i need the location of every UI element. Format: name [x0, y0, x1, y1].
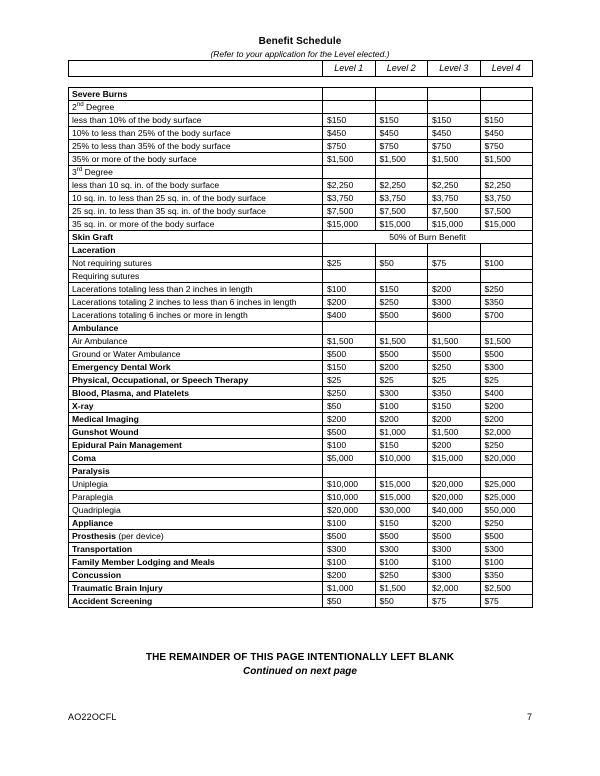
table-row	[69, 335, 533, 348]
benefit-value-level-4: $500	[480, 530, 533, 543]
table-row	[69, 270, 533, 283]
benefit-value-level-2: $500	[375, 530, 428, 543]
ordinal-superscript: nd	[76, 100, 84, 108]
benefit-value-level-1: $100	[323, 283, 376, 296]
benefit-value-level-1: $450	[323, 127, 376, 140]
benefit-value-level-3: $75	[428, 595, 481, 608]
benefit-value-level-3: $150	[428, 400, 481, 413]
benefit-value-level-2	[375, 465, 428, 478]
benefit-value-level-2: $300	[375, 387, 428, 400]
table-row	[69, 556, 533, 569]
row-label: Paraplegia	[69, 491, 323, 504]
benefit-value-level-1	[323, 322, 376, 335]
benefit-value-level-1: $150	[323, 361, 376, 374]
benefit-value-level-1: $10,000	[323, 491, 376, 504]
benefit-value-level-3: $7,500	[428, 205, 481, 218]
table-row	[69, 569, 533, 582]
table-row	[69, 101, 533, 114]
table-row	[69, 153, 533, 166]
page-footer	[68, 712, 532, 722]
benefit-value-level-1: $150	[323, 114, 376, 127]
benefit-value-level-1: $100	[323, 556, 376, 569]
benefit-value-level-4	[480, 244, 533, 257]
merged-benefit-note: 50% of Burn Benefit	[323, 231, 533, 244]
benefit-value-level-2: $15,000	[375, 218, 428, 231]
row-label-bold: Prosthesis	[72, 530, 116, 541]
levels-header-cell-1: Level 1	[323, 61, 376, 77]
row-label: Laceration	[69, 244, 323, 257]
benefit-value-level-4: $75	[480, 595, 533, 608]
benefit-value-level-1: $10,000	[323, 478, 376, 491]
benefit-value-level-1: $750	[323, 140, 376, 153]
levels-header-cell-2: Level 2	[375, 61, 428, 77]
row-label: Family Member Lodging and Meals	[69, 556, 323, 569]
benefit-value-level-2: $30,000	[375, 504, 428, 517]
benefit-value-level-1: $15,000	[323, 218, 376, 231]
benefit-value-level-1: $100	[323, 439, 376, 452]
row-label: Ambulance	[69, 322, 323, 335]
page-notice	[0, 651, 600, 678]
row-label: 25% to less than 35% of the body surface	[69, 140, 323, 153]
benefit-value-level-1: $1,500	[323, 153, 376, 166]
benefit-value-level-3: $450	[428, 127, 481, 140]
levels-header-blank-cell	[69, 61, 323, 77]
benefit-value-level-1: $400	[323, 309, 376, 322]
benefit-value-level-3: $200	[428, 439, 481, 452]
benefit-value-level-4: $200	[480, 400, 533, 413]
table-row	[69, 413, 533, 426]
benefit-value-level-3: $20,000	[428, 491, 481, 504]
page-subtitle: (Refer to your application for the Level elected.)	[210, 49, 390, 59]
benefit-value-level-1: $100	[323, 517, 376, 530]
benefit-value-level-1: $1,500	[323, 335, 376, 348]
benefit-value-level-3: $20,000	[428, 478, 481, 491]
row-label: Ground or Water Ambulance	[69, 348, 323, 361]
row-label: Epidural Pain Management	[69, 439, 323, 452]
table-row	[69, 309, 533, 322]
benefit-value-level-2: $10,000	[375, 452, 428, 465]
benefit-value-level-4: $1,500	[480, 153, 533, 166]
benefit-value-level-2: $300	[375, 543, 428, 556]
benefit-value-level-1: $500	[323, 426, 376, 439]
benefit-value-level-4: $3,750	[480, 192, 533, 205]
row-label: Not requiring sutures	[69, 257, 323, 270]
table-row	[69, 88, 533, 101]
benefit-schedule-table	[68, 87, 533, 608]
benefit-value-level-4: $700	[480, 309, 533, 322]
benefit-value-level-2: $1,000	[375, 426, 428, 439]
row-label: 35% or more of the body surface	[69, 153, 323, 166]
row-label-note: (per device)	[115, 530, 164, 541]
benefit-value-level-1: $500	[323, 348, 376, 361]
row-label: 3rd Degree	[69, 166, 323, 179]
benefit-value-level-4: $250	[480, 439, 533, 452]
form-code: AO22OCFL	[68, 712, 117, 722]
benefit-value-level-2: $150	[375, 517, 428, 530]
row-label: Severe Burns	[69, 88, 323, 101]
benefit-value-level-3: $1,500	[428, 335, 481, 348]
benefit-value-level-4: $250	[480, 283, 533, 296]
benefit-value-level-2: $1,500	[375, 335, 428, 348]
row-label: Lacerations totaling 6 inches or more in length	[69, 309, 323, 322]
benefit-value-level-3: $100	[428, 556, 481, 569]
benefit-value-level-1	[323, 101, 376, 114]
benefit-value-level-1: $5,000	[323, 452, 376, 465]
benefit-value-level-3	[428, 270, 481, 283]
benefit-value-level-4	[480, 465, 533, 478]
benefit-value-level-4: $20,000	[480, 452, 533, 465]
row-label: Coma	[69, 452, 323, 465]
benefit-value-level-4: $25,000	[480, 491, 533, 504]
benefit-value-level-3: $15,000	[428, 218, 481, 231]
benefit-value-level-1: $1,000	[323, 582, 376, 595]
table-row	[69, 439, 533, 452]
table-row	[69, 374, 533, 387]
benefit-value-level-4: $350	[480, 569, 533, 582]
table-row	[69, 478, 533, 491]
table-row	[69, 192, 533, 205]
benefit-value-level-4: $100	[480, 257, 533, 270]
table-row	[69, 465, 533, 478]
table-row	[69, 114, 533, 127]
continued-notice: Continued on next page	[243, 666, 357, 677]
benefit-value-level-1: $50	[323, 400, 376, 413]
table-row	[69, 218, 533, 231]
benefit-value-level-1	[323, 244, 376, 257]
levels-header-cell-3: Level 3	[428, 61, 481, 77]
benefit-value-level-4: $2,500	[480, 582, 533, 595]
benefit-value-level-4: $1,500	[480, 335, 533, 348]
benefit-value-level-3: $1,500	[428, 153, 481, 166]
benefit-value-level-1: $200	[323, 569, 376, 582]
row-label: 10% to less than 25% of the body surface	[69, 127, 323, 140]
benefit-value-level-1: $20,000	[323, 504, 376, 517]
benefit-value-level-3	[428, 166, 481, 179]
row-label: 2nd Degree	[69, 101, 323, 114]
benefit-value-level-1: $500	[323, 530, 376, 543]
benefit-value-level-2: $3,750	[375, 192, 428, 205]
benefit-value-level-2: $500	[375, 309, 428, 322]
benefit-value-level-4: $400	[480, 387, 533, 400]
benefit-value-level-1: $7,500	[323, 205, 376, 218]
benefit-value-level-2: $450	[375, 127, 428, 140]
benefit-value-level-4: $150	[480, 114, 533, 127]
benefit-value-level-3	[428, 88, 481, 101]
benefit-value-level-1	[323, 88, 376, 101]
benefit-value-level-3: $200	[428, 413, 481, 426]
table-row	[69, 491, 533, 504]
row-label: Medical Imaging	[69, 413, 323, 426]
benefit-value-level-3: $150	[428, 114, 481, 127]
benefit-value-level-2: $50	[375, 257, 428, 270]
row-label: Paralysis	[69, 465, 323, 478]
row-label: X-ray	[69, 400, 323, 413]
table-row	[69, 582, 533, 595]
benefit-value-level-4: $450	[480, 127, 533, 140]
benefit-value-level-4: $7,500	[480, 205, 533, 218]
table-row	[69, 504, 533, 517]
benefit-value-level-4: $2,250	[480, 179, 533, 192]
benefit-value-level-3: $750	[428, 140, 481, 153]
row-label	[69, 530, 323, 543]
benefit-value-level-2	[375, 88, 428, 101]
table-row	[69, 387, 533, 400]
benefit-value-level-3: $2,250	[428, 179, 481, 192]
table-row	[69, 296, 533, 309]
table-row	[69, 426, 533, 439]
title-block	[0, 36, 600, 60]
table-row	[69, 231, 533, 244]
row-label: Uniplegia	[69, 478, 323, 491]
row-label: Air Ambulance	[69, 335, 323, 348]
row-label: Transportation	[69, 543, 323, 556]
benefit-value-level-2: $200	[375, 413, 428, 426]
benefit-value-level-2: $7,500	[375, 205, 428, 218]
page-number: 7	[526, 712, 532, 722]
table-row	[69, 543, 533, 556]
row-label: 25 sq. in. to less than 35 sq. in. of the body surface	[69, 205, 323, 218]
benefit-value-level-2: $200	[375, 361, 428, 374]
benefit-value-level-4	[480, 88, 533, 101]
table-row	[69, 595, 533, 608]
benefit-value-level-2	[375, 322, 428, 335]
benefit-value-level-4: $100	[480, 556, 533, 569]
benefit-value-level-4	[480, 101, 533, 114]
row-label: 35 sq. in. or more of the body surface	[69, 218, 323, 231]
benefit-value-level-1	[323, 270, 376, 283]
benefit-value-level-3: $200	[428, 517, 481, 530]
table-row	[69, 452, 533, 465]
row-label: less than 10% of the body surface	[69, 114, 323, 127]
benefit-value-level-2	[375, 166, 428, 179]
table-row	[69, 348, 533, 361]
row-label: Concussion	[69, 569, 323, 582]
benefit-value-level-3	[428, 465, 481, 478]
table-row	[69, 179, 533, 192]
page-title: Benefit Schedule	[258, 36, 342, 47]
benefit-value-level-2	[375, 244, 428, 257]
table-row	[69, 322, 533, 335]
benefit-value-level-2: $15,000	[375, 491, 428, 504]
table-row	[69, 140, 533, 153]
row-label: Lacerations totaling 2 inches to less than 6 inches in length	[69, 296, 323, 309]
benefit-value-level-3: $200	[428, 283, 481, 296]
table-row	[69, 205, 533, 218]
benefit-value-level-2: $150	[375, 439, 428, 452]
benefit-value-level-3: $40,000	[428, 504, 481, 517]
levels-header-cell-4: Level 4	[480, 61, 533, 77]
benefit-value-level-2: $25	[375, 374, 428, 387]
benefit-value-level-3: $300	[428, 569, 481, 582]
benefit-value-level-4: $50,000	[480, 504, 533, 517]
benefit-value-level-1: $25	[323, 257, 376, 270]
benefit-value-level-2: $2,250	[375, 179, 428, 192]
benefit-value-level-2: $50	[375, 595, 428, 608]
benefit-value-level-2: $250	[375, 569, 428, 582]
table-row	[69, 257, 533, 270]
benefit-value-level-4: $15,000	[480, 218, 533, 231]
benefit-value-level-3: $1,500	[428, 426, 481, 439]
benefit-value-level-1: $25	[323, 374, 376, 387]
benefit-value-level-2: $1,500	[375, 153, 428, 166]
benefit-value-level-1	[323, 465, 376, 478]
benefit-value-level-4: $200	[480, 413, 533, 426]
benefit-value-level-3: $500	[428, 348, 481, 361]
benefit-value-level-4: $25	[480, 374, 533, 387]
row-label: Quadriplegia	[69, 504, 323, 517]
ordinal-superscript: rd	[76, 165, 83, 173]
benefit-value-level-1: $2,250	[323, 179, 376, 192]
benefit-value-level-2	[375, 270, 428, 283]
benefit-value-level-3	[428, 322, 481, 335]
row-label: Requiring sutures	[69, 270, 323, 283]
benefit-value-level-2: $100	[375, 400, 428, 413]
benefit-value-level-3: $600	[428, 309, 481, 322]
blank-page-notice: THE REMAINDER OF THIS PAGE INTENTIONALLY LEFT BLANK	[145, 652, 455, 663]
benefit-value-level-3: $300	[428, 296, 481, 309]
benefit-value-level-1	[323, 166, 376, 179]
table-row	[69, 244, 533, 257]
benefit-value-level-2: $150	[375, 114, 428, 127]
row-label: Skin Graft	[69, 231, 323, 244]
benefit-value-level-4	[480, 322, 533, 335]
row-label: Accident Screening	[69, 595, 323, 608]
benefit-value-level-3: $2,000	[428, 582, 481, 595]
levels-header-row	[69, 61, 533, 77]
benefit-value-level-1: $3,750	[323, 192, 376, 205]
benefit-value-level-4: $25,000	[480, 478, 533, 491]
table-row	[69, 283, 533, 296]
benefit-value-level-1: $200	[323, 413, 376, 426]
benefit-value-level-4: $300	[480, 543, 533, 556]
benefit-value-level-3	[428, 101, 481, 114]
row-label: Traumatic Brain Injury	[69, 582, 323, 595]
benefit-value-level-3: $75	[428, 257, 481, 270]
benefit-value-level-1: $50	[323, 595, 376, 608]
benefit-value-level-4	[480, 270, 533, 283]
benefit-value-level-1: $200	[323, 296, 376, 309]
levels-header-table	[68, 60, 533, 77]
table-row	[69, 530, 533, 543]
row-label: Gunshot Wound	[69, 426, 323, 439]
benefit-value-level-4: $2,000	[480, 426, 533, 439]
benefit-value-level-2: $15,000	[375, 478, 428, 491]
row-label: Appliance	[69, 517, 323, 530]
table-row	[69, 127, 533, 140]
benefit-value-level-4: $250	[480, 517, 533, 530]
benefit-value-level-2: $100	[375, 556, 428, 569]
benefit-value-level-3: $250	[428, 361, 481, 374]
benefit-value-level-3: $500	[428, 530, 481, 543]
benefit-value-level-3	[428, 244, 481, 257]
table-row	[69, 517, 533, 530]
benefit-value-level-4: $350	[480, 296, 533, 309]
benefit-value-level-2	[375, 101, 428, 114]
benefit-value-level-2: $500	[375, 348, 428, 361]
row-label: Lacerations totaling less than 2 inches in length	[69, 283, 323, 296]
table-row	[69, 361, 533, 374]
table-row	[69, 166, 533, 179]
table-row	[69, 400, 533, 413]
benefit-value-level-3: $3,750	[428, 192, 481, 205]
benefit-value-level-4	[480, 166, 533, 179]
benefit-value-level-2: $250	[375, 296, 428, 309]
benefit-value-level-4: $500	[480, 348, 533, 361]
benefit-value-level-2: $1,500	[375, 582, 428, 595]
row-label: Blood, Plasma, and Platelets	[69, 387, 323, 400]
benefit-value-level-4: $750	[480, 140, 533, 153]
benefit-value-level-1: $300	[323, 543, 376, 556]
row-label: Physical, Occupational, or Speech Therapy	[69, 374, 323, 387]
benefit-value-level-3: $300	[428, 543, 481, 556]
benefit-value-level-2: $150	[375, 283, 428, 296]
row-label: Emergency Dental Work	[69, 361, 323, 374]
row-label: less than 10 sq. in. of the body surface	[69, 179, 323, 192]
benefit-value-level-1: $250	[323, 387, 376, 400]
benefit-value-level-3: $15,000	[428, 452, 481, 465]
benefit-value-level-4: $300	[480, 361, 533, 374]
benefit-value-level-3: $25	[428, 374, 481, 387]
benefit-value-level-2: $750	[375, 140, 428, 153]
row-label: 10 sq. in. to less than 25 sq. in. of the body surface	[69, 192, 323, 205]
benefit-value-level-3: $350	[428, 387, 481, 400]
